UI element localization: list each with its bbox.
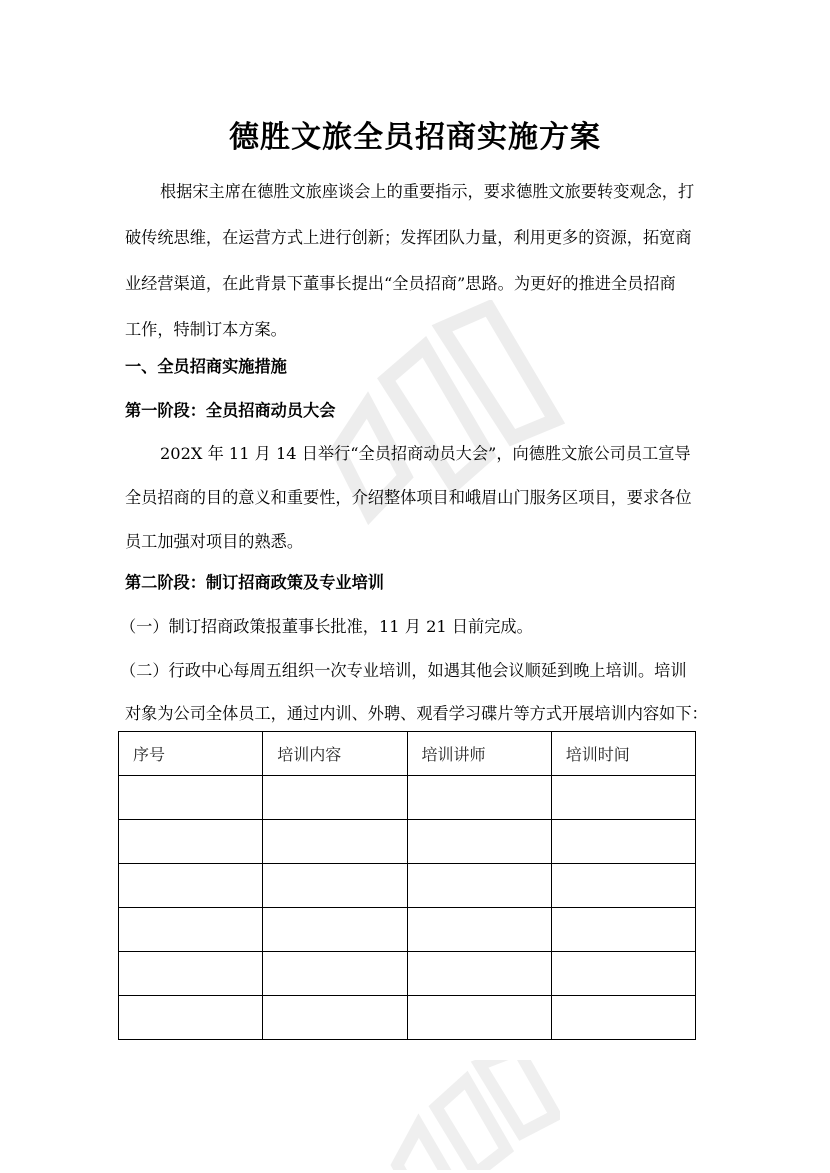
- section-heading: 一、全员招商实施措施: [125, 357, 287, 376]
- table-cell: [407, 952, 551, 996]
- table-row: [119, 820, 696, 864]
- table-cell: [263, 776, 407, 820]
- header-cell-index: 序号: [119, 732, 263, 776]
- intro-line: 破传统思维，在运营方式上进行创新；发挥团队力量，利用更多的资源，拓宽商: [125, 228, 692, 247]
- table-row: [119, 864, 696, 908]
- table-cell: [407, 996, 551, 1040]
- stage2-heading: 第二阶段：制订招商政策及专业培训: [125, 573, 384, 592]
- intro-line: 工作，特制订本方案。: [125, 320, 287, 339]
- table-cell: [263, 908, 407, 952]
- header-cell-trainer: 培训讲师: [407, 732, 551, 776]
- stage2-item: 对象为公司全体员工，通过内训、外聘、观看学习碟片等方式开展培训内容如下：: [125, 704, 708, 723]
- watermark-graphic-bottom: [360, 1060, 560, 1170]
- table-cell: [119, 952, 263, 996]
- table-cell: [263, 820, 407, 864]
- table-cell: [551, 864, 695, 908]
- table-row: [119, 908, 696, 952]
- table-cell: [263, 864, 407, 908]
- table-cell: [119, 908, 263, 952]
- table-cell: [119, 864, 263, 908]
- table-cell: [119, 776, 263, 820]
- intro-line: 业经营渠道，在此背景下董事长提出“全员招商”思路。为更好的推进全员招商: [125, 274, 676, 293]
- table-cell: [551, 996, 695, 1040]
- header-cell-time: 培训时间: [551, 732, 695, 776]
- training-table: [118, 731, 696, 1040]
- table-cell: [119, 820, 263, 864]
- stage1-heading: 第一阶段：全员招商动员大会: [125, 401, 336, 420]
- table-cell: [551, 908, 695, 952]
- stage1-line: 202X 年 11 月 14 日举行“全员招商动员大会”，向德胜文旅公司员工宣导: [160, 444, 691, 463]
- table-row: [119, 952, 696, 996]
- stage1-line: 员工加强对项目的熟悉。: [125, 532, 304, 551]
- table-row: [119, 776, 696, 820]
- stage2-item: （一）制订招商政策报董事长批准，11 月 21 日前完成。: [120, 617, 533, 636]
- table-cell: [407, 908, 551, 952]
- table-header-row: [119, 732, 696, 776]
- table-row: [119, 996, 696, 1040]
- table-cell: [263, 952, 407, 996]
- table-cell: [551, 820, 695, 864]
- intro-line: 根据宋主席在德胜文旅座谈会上的重要指示，要求德胜文旅要转变观念，打: [160, 182, 695, 201]
- stage2-item: （二）行政中心每周五组织一次专业培训，如遇其他会议顺延到晚上培训。培训: [120, 661, 687, 680]
- table-cell: [551, 776, 695, 820]
- table-cell: [551, 952, 695, 996]
- header-cell-content: 培训内容: [263, 732, 407, 776]
- table-cell: [119, 996, 263, 1040]
- table-cell: [407, 820, 551, 864]
- document-title: 德胜文旅全员招商实施方案: [229, 120, 601, 155]
- stage1-line: 全员招商的目的意义和重要性，介绍整体项目和峨眉山门服务区项目，要求各位: [125, 488, 692, 507]
- table-cell: [263, 996, 407, 1040]
- table-cell: [407, 864, 551, 908]
- table-cell: [407, 776, 551, 820]
